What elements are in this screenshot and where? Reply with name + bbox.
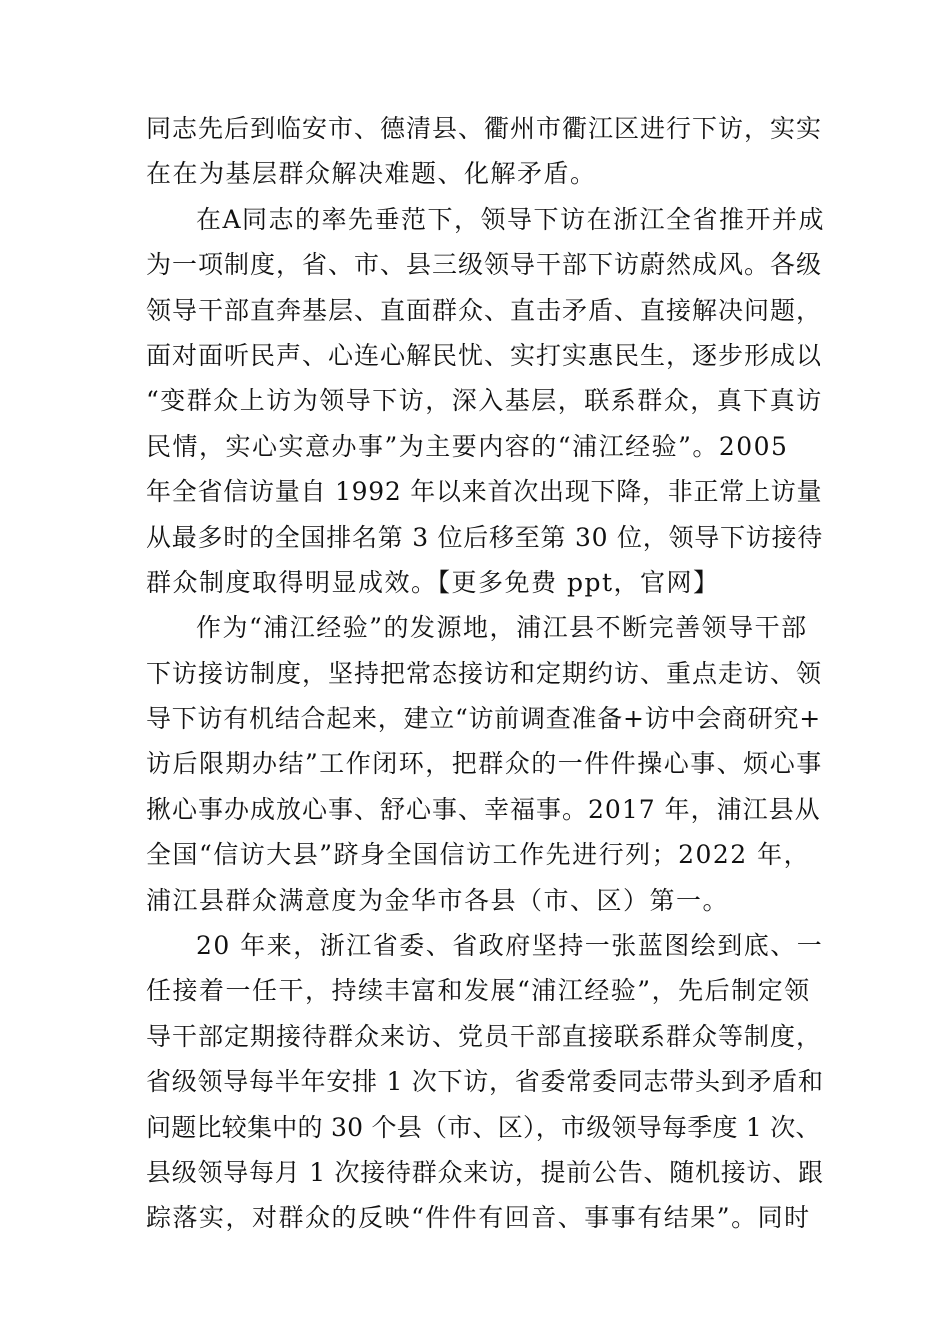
text-line: 省级领导每半年安排 1 次下访，省委常委同志带头到矛盾和 <box>146 1067 824 1097</box>
text-line: 在在为基层群众解决难题、化解矛盾。 <box>146 159 597 189</box>
text-line: 面对面听民声、心连心解民忧、实打实惠民生，逐步形成以 <box>146 340 823 370</box>
text-line: 揪心事办成放心事、舒心事、幸福事。2017 年，浦江县从 <box>146 794 821 824</box>
body-text <box>146 106 826 1241</box>
text-line: 踪落实，对群众的反映“件件有回音、事事有结果”。同时 <box>146 1203 811 1233</box>
text-line: 20 年来，浙江省委、省政府坚持一张蓝图绘到底、一 <box>196 931 824 961</box>
text-line: 下访接访制度，坚持把常态接访和定期约访、重点走访、领 <box>146 658 823 688</box>
text-line: 全国“信访大县”跻身全国信访工作先进行列；2022 年， <box>146 840 811 870</box>
text-line: 从最多时的全国排名第 3 位后移至第 30 位，领导下访接待 <box>146 522 824 552</box>
text-line: 民情，实心实意办事”为主要内容的“浦江经验”。2005 <box>146 431 789 461</box>
text-line: 在A同志的率先垂范下，领导下访在浙江全省推开并成 <box>196 204 826 234</box>
text-line: 访后限期办结”工作闭环，把群众的一件件操心事、烦心事 <box>146 749 823 779</box>
text-line: 同志先后到临安市、德清县、衢州市衢江区进行下访，实实 <box>146 114 823 143</box>
text-line: 领导干部直奔基层、直面群众、直击矛盾、直接解决问题， <box>146 295 823 325</box>
text-line: 导下访有机结合起来，建立“访前调查准备+访中会商研究+ <box>146 704 821 734</box>
text-line: 为一项制度，省、市、县三级领导干部下访蔚然成风。各级 <box>146 250 823 280</box>
text-line: 任接着一任干，持续丰富和发展“浦江经验”，先后制定领 <box>146 976 811 1006</box>
text-line: 问题比较集中的 30 个县（市、区），市级领导每季度 1 次、 <box>146 1112 821 1142</box>
text-line: 年全省信访量自 1992 年以来首次出现下降，非正常上访量 <box>146 477 823 507</box>
text-line: 浦江县群众满意度为金华市各县（市、区）第一。 <box>146 885 730 915</box>
text-line: 县级领导每月 1 次接待群众来访，提前公告、随机接访、跟 <box>146 1157 824 1187</box>
text-line: “变群众上访为领导下访，深入基层，联系群众，真下真访 <box>146 386 823 416</box>
text-line: 群众制度取得明显成效。【更多免费 ppt，官网】 <box>146 567 720 597</box>
text-line: 导干部定期接待群众来访、党员干部直接联系群众等制度， <box>146 1021 823 1051</box>
text-line: 作为“浦江经验”的发源地，浦江县不断完善领导干部 <box>196 613 808 643</box>
